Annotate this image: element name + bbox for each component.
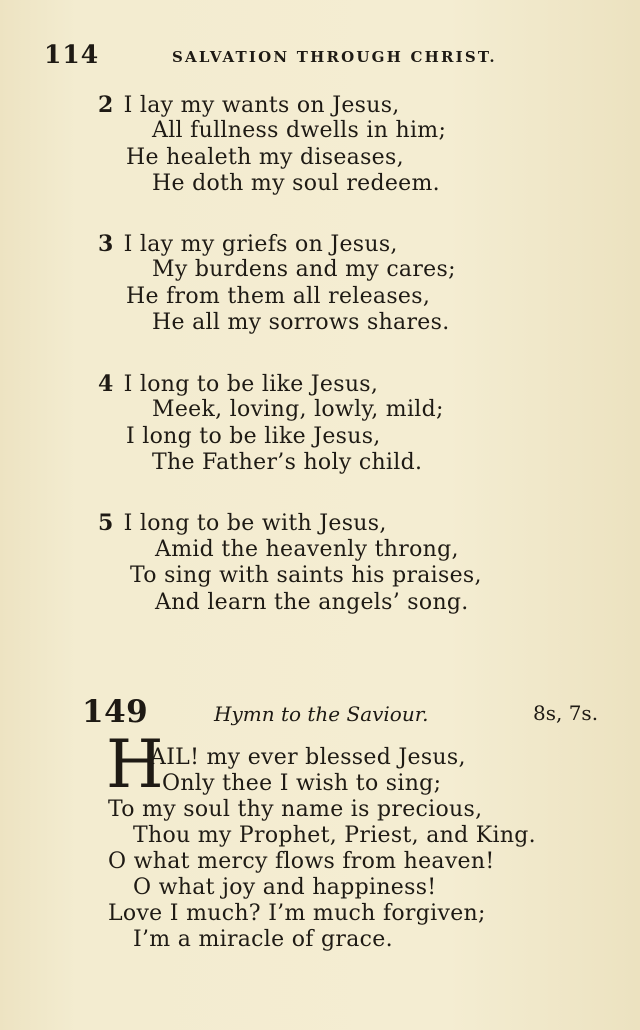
verse-number: 4	[98, 371, 114, 397]
verse-3-line-1	[98, 231, 398, 257]
hymn-number: 149	[82, 694, 149, 730]
verse-5-line-2: Amid the heavenly throng,	[155, 537, 459, 562]
verse-3-line-3: He from them all releases,	[126, 284, 431, 309]
hymn-line-2: Only thee I wish to sing;	[162, 771, 442, 796]
verse-text: I lay my griefs on Jesus,	[123, 232, 398, 257]
verse-2-line-1	[98, 92, 400, 118]
verse-text: I long to be with Jesus,	[123, 511, 387, 536]
verse-number: 5	[98, 510, 114, 536]
verse-5-line-1	[98, 510, 387, 536]
verse-3-line-4: He all my sorrows shares.	[152, 310, 450, 335]
drop-cap: H	[106, 726, 164, 803]
verse-4-line-1	[98, 371, 378, 397]
verse-text: I lay my wants on Jesus,	[123, 93, 400, 118]
running-head: SALVATION THROUGH CHRIST.	[172, 48, 497, 66]
hymn-line-7: Love I much? I’m much forgiven;	[108, 901, 486, 926]
hymn-line-3: To my soul thy name is precious,	[108, 797, 483, 822]
hymn-line-1: AIL! my ever blessed Jesus,	[150, 745, 466, 770]
hymn-title: Hymn to the Saviour.	[214, 702, 429, 726]
verse-number: 2	[98, 92, 114, 118]
verse-5-line-3: To sing with saints his praises,	[130, 563, 482, 588]
verse-4-line-4: The Father’s holy child.	[152, 450, 423, 475]
hymn-meter: 8s, 7s.	[533, 701, 599, 725]
hymn-line-6: O what joy and happiness!	[133, 875, 437, 900]
page-number: 114	[44, 40, 100, 69]
verse-4-line-3: I long to be like Jesus,	[126, 424, 381, 449]
verse-2-line-4: He doth my soul redeem.	[152, 171, 440, 196]
verse-3-line-2: My burdens and my cares;	[152, 257, 456, 282]
verse-number: 3	[98, 231, 114, 257]
verse-2-line-3: He healeth my diseases,	[126, 145, 404, 170]
hymn-line-5: O what mercy flows from heaven!	[108, 849, 495, 874]
verse-2-line-2: All fullness dwells in him;	[152, 118, 447, 143]
verse-4-line-2: Meek, loving, lowly, mild;	[152, 397, 444, 422]
verse-5-line-4: And learn the angels’ song.	[155, 590, 469, 615]
verse-text: I long to be like Jesus,	[123, 372, 379, 397]
hymn-line-8: I’m a miracle of grace.	[133, 927, 393, 952]
hymn-line-4: Thou my Prophet, Priest, and King.	[133, 823, 536, 848]
